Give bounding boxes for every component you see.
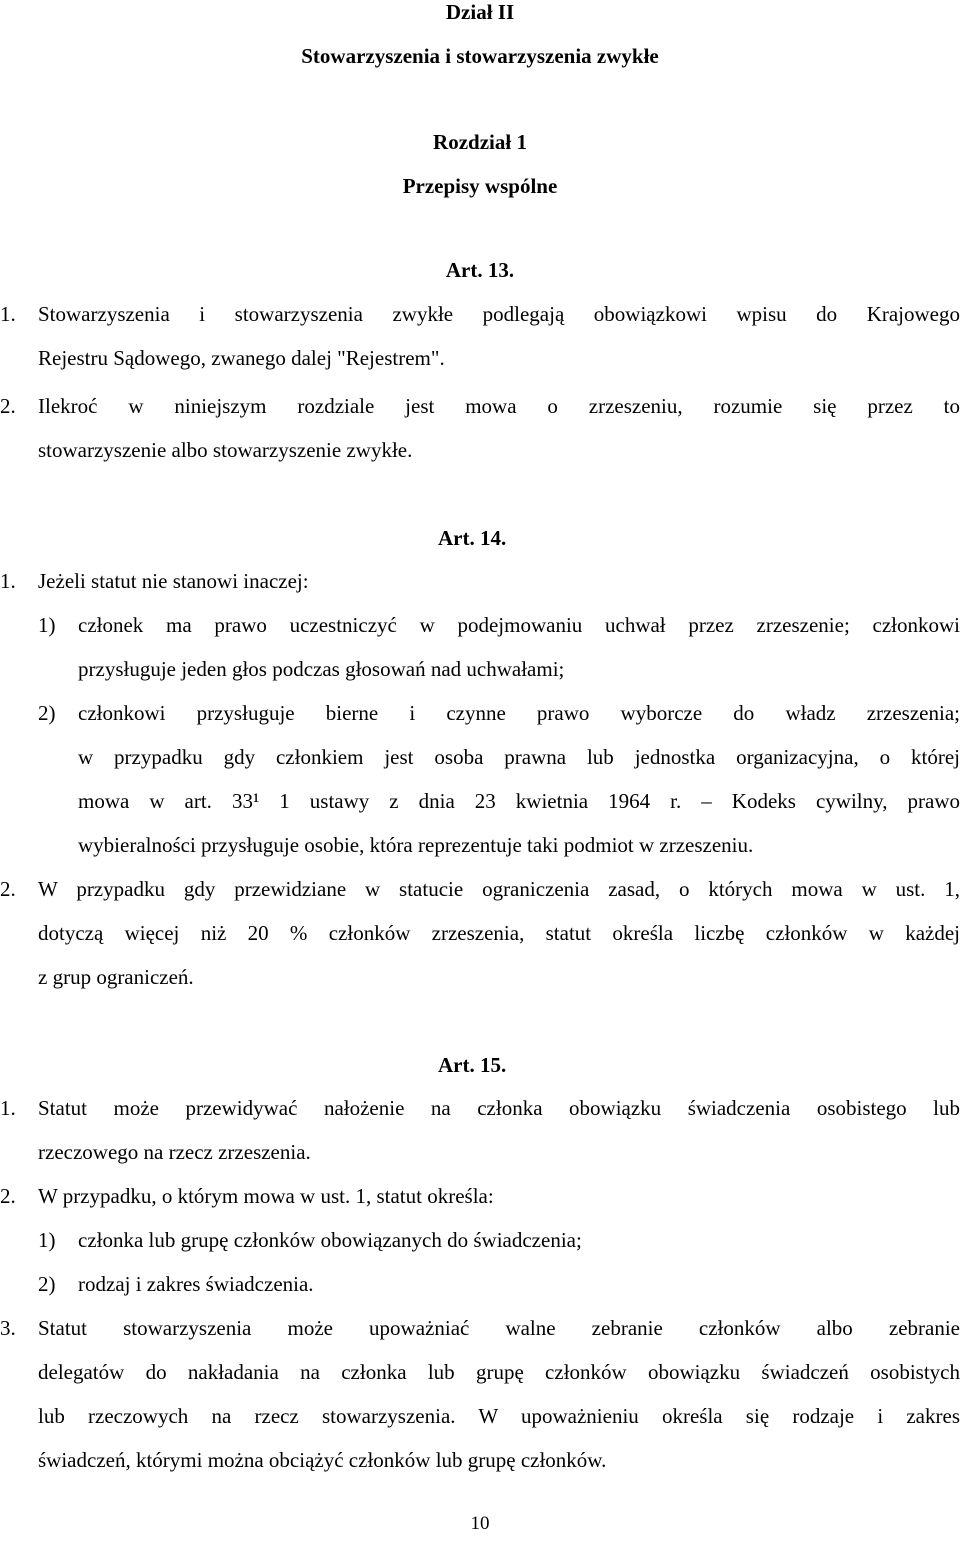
article-15-paragraph-3-line-4: świadczeń, którymi można obciążyć członków lub grupę członków. [38, 1448, 607, 1472]
article-14-paragraph-1-line-1: Jeżeli statut nie stanowi inaczej: [38, 569, 309, 593]
article-13-paragraph-2-line-1: Ilekroć w niniejszym rozdziale jest mowa o zrzeszeniu, rozumie się przez to [38, 394, 960, 418]
division-title: Stowarzyszenia i stowarzyszenia zwykłe [301, 44, 659, 68]
article-15-paragraph-3-line-3: lub rzeczowych na rzecz stowarzyszenia. W upoważnieniu określa się rodzaje i zakres [38, 1404, 960, 1428]
article-14-item-2-line-2: w przypadku gdy członkiem jest osoba prawna lub jednostka organizacyjna, o której [78, 745, 960, 769]
article-15-paragraph-3-line-2: delegatów do nakładania na członka lub grupę członków obowiązku świadczeń osobistych [38, 1360, 960, 1384]
article-15-paragraph-2-line-1: W przypadku, o którym mowa w ust. 1, statut określa: [38, 1184, 494, 1208]
article-14-item-1-number: 1) [38, 613, 56, 637]
page-number: 10 [470, 1513, 490, 1534]
article-15-paragraph-1-line-2: rzeczowego na rzecz zrzeszenia. [38, 1140, 311, 1164]
article-14-item-2-number: 2) [38, 701, 56, 725]
article-14-paragraph-2-number: 2. [0, 877, 16, 901]
article-14-paragraph-1-number: 1. [0, 569, 16, 593]
article-15-item-2-number: 2) [38, 1272, 56, 1296]
article-13-heading: Art. 13. [445, 258, 515, 282]
article-15-heading: Art. 15. [438, 1053, 507, 1077]
article-15-paragraph-1-line-1: Statut może przewidywać nałożenie na członka obowiązku świadczenia osobistego lub [38, 1096, 960, 1120]
article-13-paragraph-1-number: 1. [0, 302, 16, 326]
article-14-item-1-line-1: członek ma prawo uczestniczyć w podejmowaniu uchwał przez zrzeszenie; członkowi [78, 613, 960, 637]
article-15-item-1-line-1: członka lub grupę członków obowiązanych do świadczenia; [78, 1228, 582, 1252]
chapter-heading: Rozdział 1 [433, 130, 527, 154]
article-15-paragraph-3-line-1: Statut stowarzyszenia może upoważniać walne zebranie członków albo zebranie [38, 1316, 960, 1340]
article-15-paragraph-2-number: 2. [0, 1184, 16, 1208]
article-14-paragraph-2-line-1: W przypadku gdy przewidziane w statucie ograniczenia zasad, o których mowa w ust. 1, [38, 877, 960, 901]
article-13-paragraph-2-number: 2. [0, 394, 16, 418]
article-14-item-2-line-3: mowa w art. 33¹ 1 ustawy z dnia 23 kwietnia 1964 r. – Kodeks cywilny, prawo [78, 789, 960, 813]
article-14-paragraph-2-line-2: dotyczą więcej niż 20 % członków zrzeszenia, statut określa liczbę członków w każdej [38, 921, 960, 945]
article-15-item-2-line-1: rodzaj i zakres świadczenia. [78, 1272, 314, 1296]
article-15-item-1-number: 1) [38, 1228, 56, 1252]
article-14-heading: Art. 14. [438, 526, 507, 550]
article-14-paragraph-2-line-3: z grup ograniczeń. [38, 965, 194, 989]
article-15-paragraph-1-number: 1. [0, 1096, 16, 1120]
article-13-paragraph-1-line-1: Stowarzyszenia i stowarzyszenia zwykłe podlegają obowiązkowi wpisu do Krajowego [38, 302, 960, 326]
article-14-item-1-line-2: przysługuje jeden głos podczas głosowań nad uchwałami; [78, 657, 565, 681]
article-13-paragraph-2-line-2: stowarzyszenie albo stowarzyszenie zwykłe. [38, 438, 413, 462]
chapter-title: Przepisy wspólne [402, 174, 558, 198]
article-15-paragraph-3-number: 3. [0, 1316, 16, 1340]
article-13-paragraph-1-line-2: Rejestru Sądowego, zwanego dalej "Rejestrem". [38, 346, 445, 370]
division-heading: Dział II [445, 0, 515, 24]
article-14-item-2-line-4: wybieralności przysługuje osobie, która reprezentuje taki podmiot w zrzeszeniu. [78, 833, 754, 857]
article-14-item-2-line-1: członkowi przysługuje bierne i czynne prawo wyborcze do władz zrzeszenia; [78, 701, 960, 725]
